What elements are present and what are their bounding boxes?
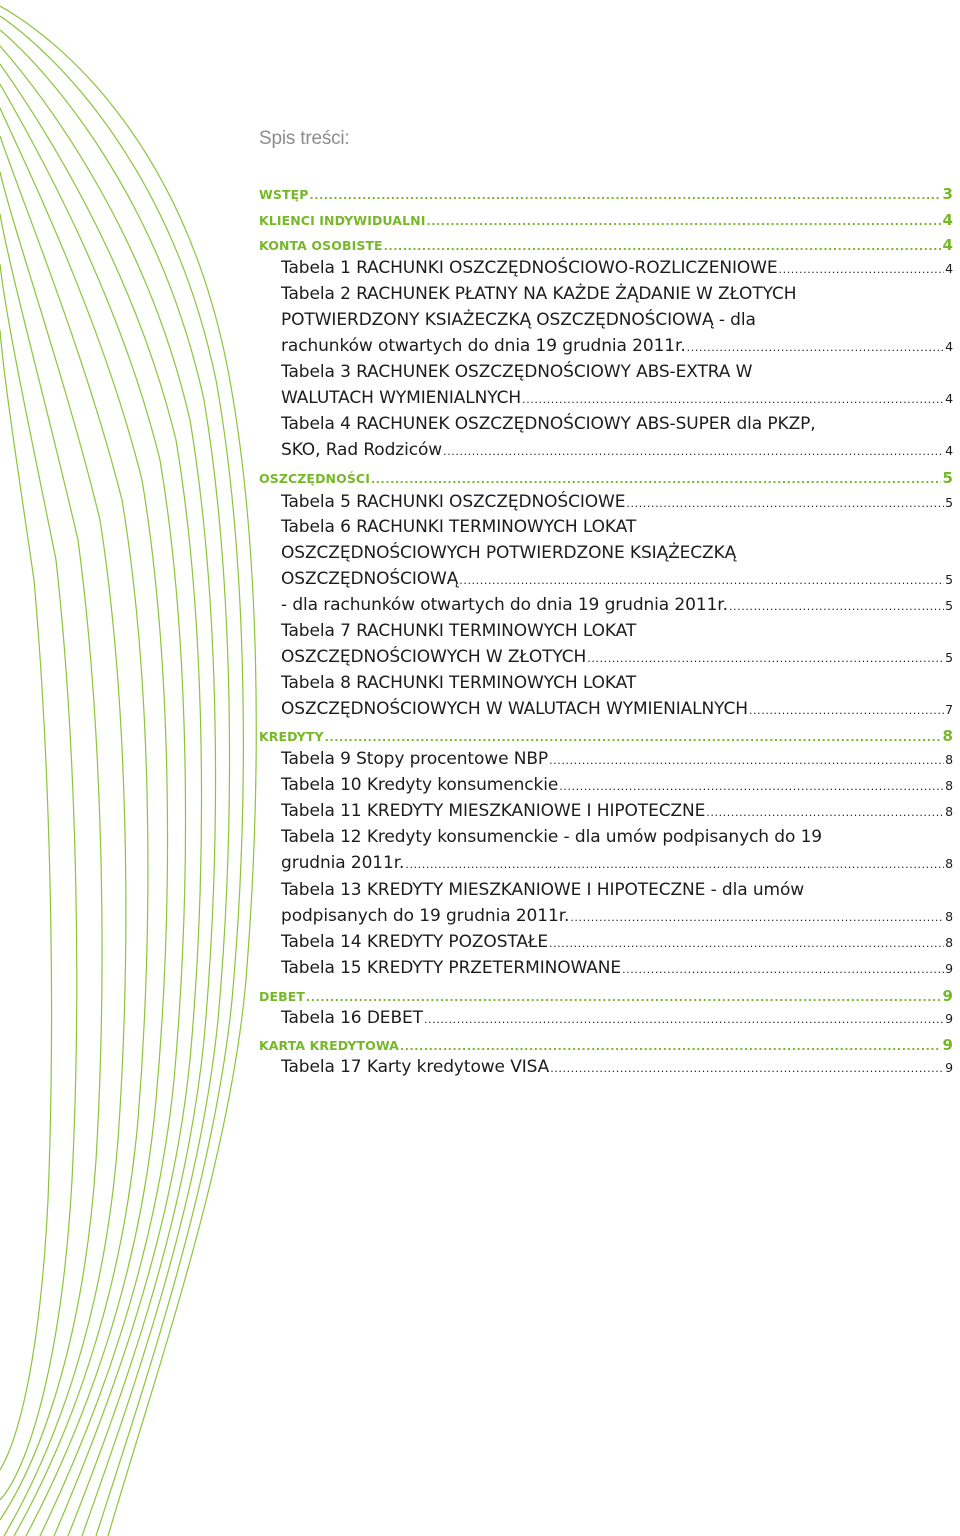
toc-page-number: 8 [942,727,953,745]
toc-entry-label: WSTĘP [259,187,309,202]
toc-entry-tabela-5[interactable] [281,492,953,512]
toc-page-number: 7 [945,702,953,717]
toc-entry-label: Tabela 2 RACHUNEK PŁATNY NA KAŻDE ŻĄDANIE W ZŁOTYCH [281,284,797,304]
toc-entry-tabela-12-line-1[interactable] [281,827,953,847]
toc-entry-label: Tabela 9 Stopy procentowe NBP [281,749,549,769]
toc-entry-label: Tabela 7 RACHUNKI TERMINOWYCH LOKAT [281,621,637,641]
toc-entry-tabela-6-line-2[interactable] [281,543,953,563]
toc-leader-dots [325,731,942,744]
toc-page-number: 8 [945,752,953,767]
toc-page-number: 9 [945,961,953,976]
toc-entry-klienci-indywidualni[interactable] [259,211,953,229]
toc-entry-tabela-4-line-1[interactable] [281,414,953,434]
toc-leader-dots [384,240,942,253]
toc-entry-tabela-17[interactable] [281,1057,953,1077]
toc-entry-tabela-10[interactable] [281,775,953,795]
toc-entry-tabela-12[interactable] [281,853,953,873]
toc-page-number: 5 [945,598,953,613]
toc-leader-dots [749,704,944,717]
toc-page-number: 5 [942,469,953,487]
toc-leader-dots [371,473,941,486]
toc-entry-tabela-14[interactable] [281,932,953,952]
toc-entry-tabela-3[interactable] [281,388,953,408]
toc-entry-wstep[interactable] [259,185,953,203]
toc-page-number: 8 [945,935,953,950]
toc-entry-oszczednosci[interactable] [259,469,953,487]
toc-entry-label: Tabela 11 KREDYTY MIESZKANIOWE I HIPOTECZNE [281,801,706,821]
toc-entry-label: Tabela 13 KREDYTY MIESZKANIOWE I HIPOTECZNE - dla umów [281,880,805,900]
toc-leader-dots [549,754,944,767]
toc-leader-dots [779,263,945,276]
toc-leader-dots [443,445,944,458]
toc-entry-label: Tabela 6 RACHUNKI TERMINOWYCH LOKAT [281,517,637,537]
toc-page-number: 4 [942,236,953,254]
toc-page-number: 9 [942,1036,953,1054]
toc-leader-dots [706,806,944,819]
toc-entry-kredyty[interactable] [259,727,953,745]
toc-entry-label: POTWIERDZONY KSIAŻECZKĄ OSZCZĘDNOŚCIOWĄ - dla [281,310,756,330]
toc-page-number: 8 [945,804,953,819]
toc-entry-tabela-16[interactable] [281,1008,953,1028]
toc-page-number: 9 [945,1011,953,1026]
toc-entry-label: Tabela 8 RACHUNKI TERMINOWYCH LOKAT [281,673,637,693]
toc-entry-label: grudnia 2011r. [281,853,405,873]
toc-entry-tabela-8[interactable] [281,699,953,719]
toc-entry-tabela-11[interactable] [281,801,953,821]
toc-entry-label: WALUTACH WYMIENIALNYCH [281,388,522,408]
toc-entry-tabela-6-line-1[interactable] [281,517,953,537]
toc-page-number: 5 [945,495,953,510]
toc-entry-label: OSZCZĘDNOŚCI [259,471,370,486]
toc-page-number: 8 [945,778,953,793]
toc-page-number: 8 [945,909,953,924]
toc-leader-dots [570,911,944,924]
toc-leader-dots [426,215,941,228]
toc-entry-tabela-2-line-2[interactable] [281,310,953,330]
toc-entry-label: Tabela 3 RACHUNEK OSZCZĘDNOŚCIOWY ABS-EXTRA W [281,362,753,382]
toc-entry-label: OSZCZĘDNOŚCIOWYCH POTWIERDZONE KSIĄŻECZKĄ [281,543,737,563]
toc-entry-label: KONTA OSOBISTE [259,238,383,253]
toc-leader-dots [306,991,941,1004]
toc-leader-dots [459,574,944,587]
toc-entry-label: Tabela 14 KREDYTY POZOSTAŁE [281,932,548,952]
toc-entry-tabela-2[interactable] [281,336,953,356]
toc-entry-label: Tabela 15 KREDYTY PRZETERMINOWANE [281,958,622,978]
toc-entry-label: OSZCZĘDNOŚCIOWYCH W ZŁOTYCH [281,647,587,667]
toc-leader-dots [405,858,944,871]
toc-page-number: 4 [945,261,953,276]
toc-leader-dots [622,963,944,976]
toc-entry-dla-rachunkow[interactable] [281,595,953,615]
toc-leader-dots [626,497,944,510]
toc-entry-label: - dla rachunków otwartych do dnia 19 grudnia 2011r. [281,595,728,615]
toc-entry-label: rachunków otwartych do dnia 19 grudnia 2011r. [281,336,686,356]
toc-entry-tabela-8-line-1[interactable] [281,673,953,693]
toc-entry-tabela-13-line-1[interactable] [281,880,953,900]
toc-leader-dots [549,937,944,950]
toc-entry-label: Tabela 10 Kredyty konsumenckie [281,775,559,795]
toc-entry-label: OSZCZĘDNOŚCIOWĄ [281,569,459,589]
toc-entry-tabela-13[interactable] [281,906,953,926]
toc-entry-tabela-7[interactable] [281,647,953,667]
toc-leader-dots [559,780,944,793]
toc-page-number: 5 [945,650,953,665]
toc-page-number: 3 [942,185,953,203]
toc-entry-label: Tabela 4 RACHUNEK OSZCZĘDNOŚCIOWY ABS-SUPER dla PKZP, [281,414,816,434]
toc-leader-dots [587,652,944,665]
toc-page-number: 9 [942,987,953,1005]
toc-page-number: 9 [945,1060,953,1075]
toc-page-number: 4 [945,339,953,354]
toc-entry-debet[interactable] [259,987,953,1005]
toc-entry-label: DEBET [259,989,306,1004]
toc-entry-tabela-6[interactable] [281,569,953,589]
toc-leader-dots [687,341,944,354]
toc-page-number: 8 [945,856,953,871]
toc-entry-label: Tabela 5 RACHUNKI OSZCZĘDNOŚCIOWE [281,492,626,512]
toc-entry-label: KARTA KREDYTOWA [259,1038,399,1053]
toc-entry-tabela-3-line-1[interactable] [281,362,953,382]
toc-entry-label: Tabela 16 DEBET [281,1008,423,1028]
toc-entry-tabela-15[interactable] [281,958,953,978]
toc-leader-dots [310,189,942,202]
toc-entry-label: podpisanych do 19 grudnia 2011r. [281,906,570,926]
toc-entry-label: Tabela 12 Kredyty konsumenckie - dla umów podpisanych do 19 [281,827,823,847]
toc-leader-dots [550,1062,944,1075]
toc-leader-dots [522,393,944,406]
toc-page-number: 4 [945,391,953,406]
toc-page-number: 4 [945,443,953,458]
toc-entry-tabela-9[interactable] [281,749,953,769]
toc-entry-label: Tabela 17 Karty kredytowe VISA [281,1057,550,1077]
toc-page-number: 4 [942,211,953,229]
toc-page-number: 5 [945,572,953,587]
toc-title: Spis treści: [259,128,350,149]
toc-entry-label: OSZCZĘDNOŚCIOWYCH W WALUTACH WYMIENIALNYCH [281,699,748,719]
toc-entry-karta-kredytowa[interactable] [259,1036,953,1054]
toc-entry-konta-osobiste[interactable] [259,236,953,254]
toc-leader-dots [729,600,944,613]
toc-entry-tabela-2-line-1[interactable] [281,284,953,304]
toc-entry-tabela-1[interactable] [281,258,953,278]
toc-entry-label: KREDYTY [259,729,324,744]
toc-entry-tabela-4[interactable] [281,440,953,460]
toc-entry-label: Tabela 1 RACHUNKI OSZCZĘDNOŚCIOWO-ROZLICZENIOWE [281,258,778,278]
toc-leader-dots [424,1013,944,1026]
toc-entry-label: SKO, Rad Rodziców [281,440,443,460]
toc-entry-label: KLIENCI INDYWIDUALNI [259,213,426,228]
toc-leader-dots [400,1040,942,1053]
toc-entry-tabela-7-line-1[interactable] [281,621,953,641]
